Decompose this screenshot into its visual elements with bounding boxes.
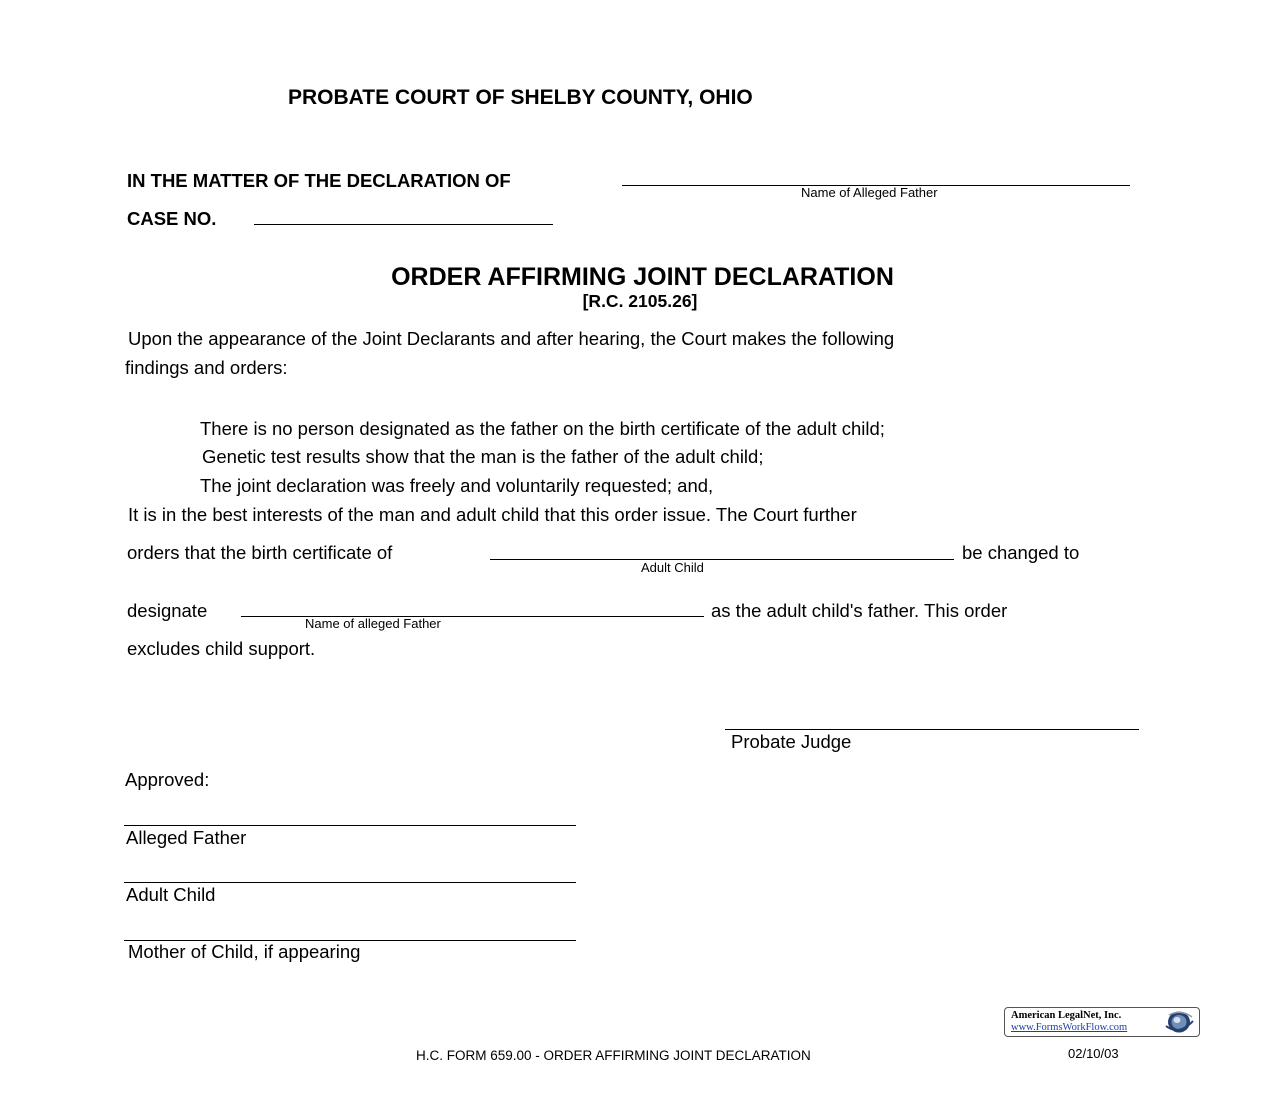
matter-caption: Name of Alleged Father — [801, 185, 938, 200]
finding-3: The joint declaration was freely and voluntarily requested; and, — [200, 475, 714, 496]
adult-child-caption: Adult Child — [641, 560, 704, 575]
adult-child-signature-line[interactable] — [124, 882, 576, 883]
matter-label: IN THE MATTER OF THE DECLARATION OF — [127, 170, 511, 191]
alleged-father-signature-line[interactable] — [124, 825, 576, 826]
finding-2: Genetic test results show that the man is the father of the adult child; — [202, 446, 764, 467]
mother-label: Mother of Child, if appearing — [128, 941, 361, 962]
adult-child-name-field[interactable] — [490, 559, 954, 560]
form-date: 02/10/03 — [1068, 1046, 1119, 1061]
logo-company-name: American LegalNet, Inc. — [1011, 1010, 1122, 1021]
designate-caption: Name of alleged Father — [305, 616, 441, 631]
statute-reference: [R.C. 2105.26] — [582, 291, 698, 311]
order-suffix: be changed to — [962, 542, 1080, 563]
adult-child-label: Adult Child — [126, 884, 216, 905]
judge-signature-line[interactable] — [725, 729, 1139, 730]
order-prefix: orders that the birth certificate of — [127, 542, 393, 563]
designate-suffix: as the adult child's father. This order — [711, 600, 1008, 621]
logo-url-link[interactable]: www.FormsWorkFlow.com — [1011, 1022, 1128, 1033]
case-number-field[interactable] — [254, 224, 553, 225]
globe-icon — [1163, 1010, 1195, 1034]
designate-prefix: designate — [127, 600, 208, 621]
alleged-father-label: Alleged Father — [126, 827, 247, 848]
form-footer: H.C. FORM 659.00 - ORDER AFFIRMING JOINT DECLARATION — [416, 1048, 811, 1063]
approved-label: Approved: — [125, 769, 210, 790]
child-support-line: excludes child support. — [127, 638, 316, 659]
case-label: CASE NO. — [127, 208, 217, 229]
legalnet-logo[interactable] — [1004, 1007, 1200, 1037]
finding-4: It is in the best interests of the man and adult child that this order issue. The Court further — [128, 504, 857, 525]
finding-1: There is no person designated as the father on the birth certificate of the adult child; — [200, 418, 885, 439]
document-title: ORDER AFFIRMING JOINT DECLARATION — [391, 263, 894, 291]
court-name: PROBATE COURT OF SHELBY COUNTY, OHIO — [288, 86, 753, 109]
judge-label: Probate Judge — [731, 731, 852, 752]
intro-line-1: Upon the appearance of the Joint Declarants and after hearing, the Court makes the following — [128, 328, 895, 349]
intro-line-2: findings and orders: — [125, 357, 288, 378]
